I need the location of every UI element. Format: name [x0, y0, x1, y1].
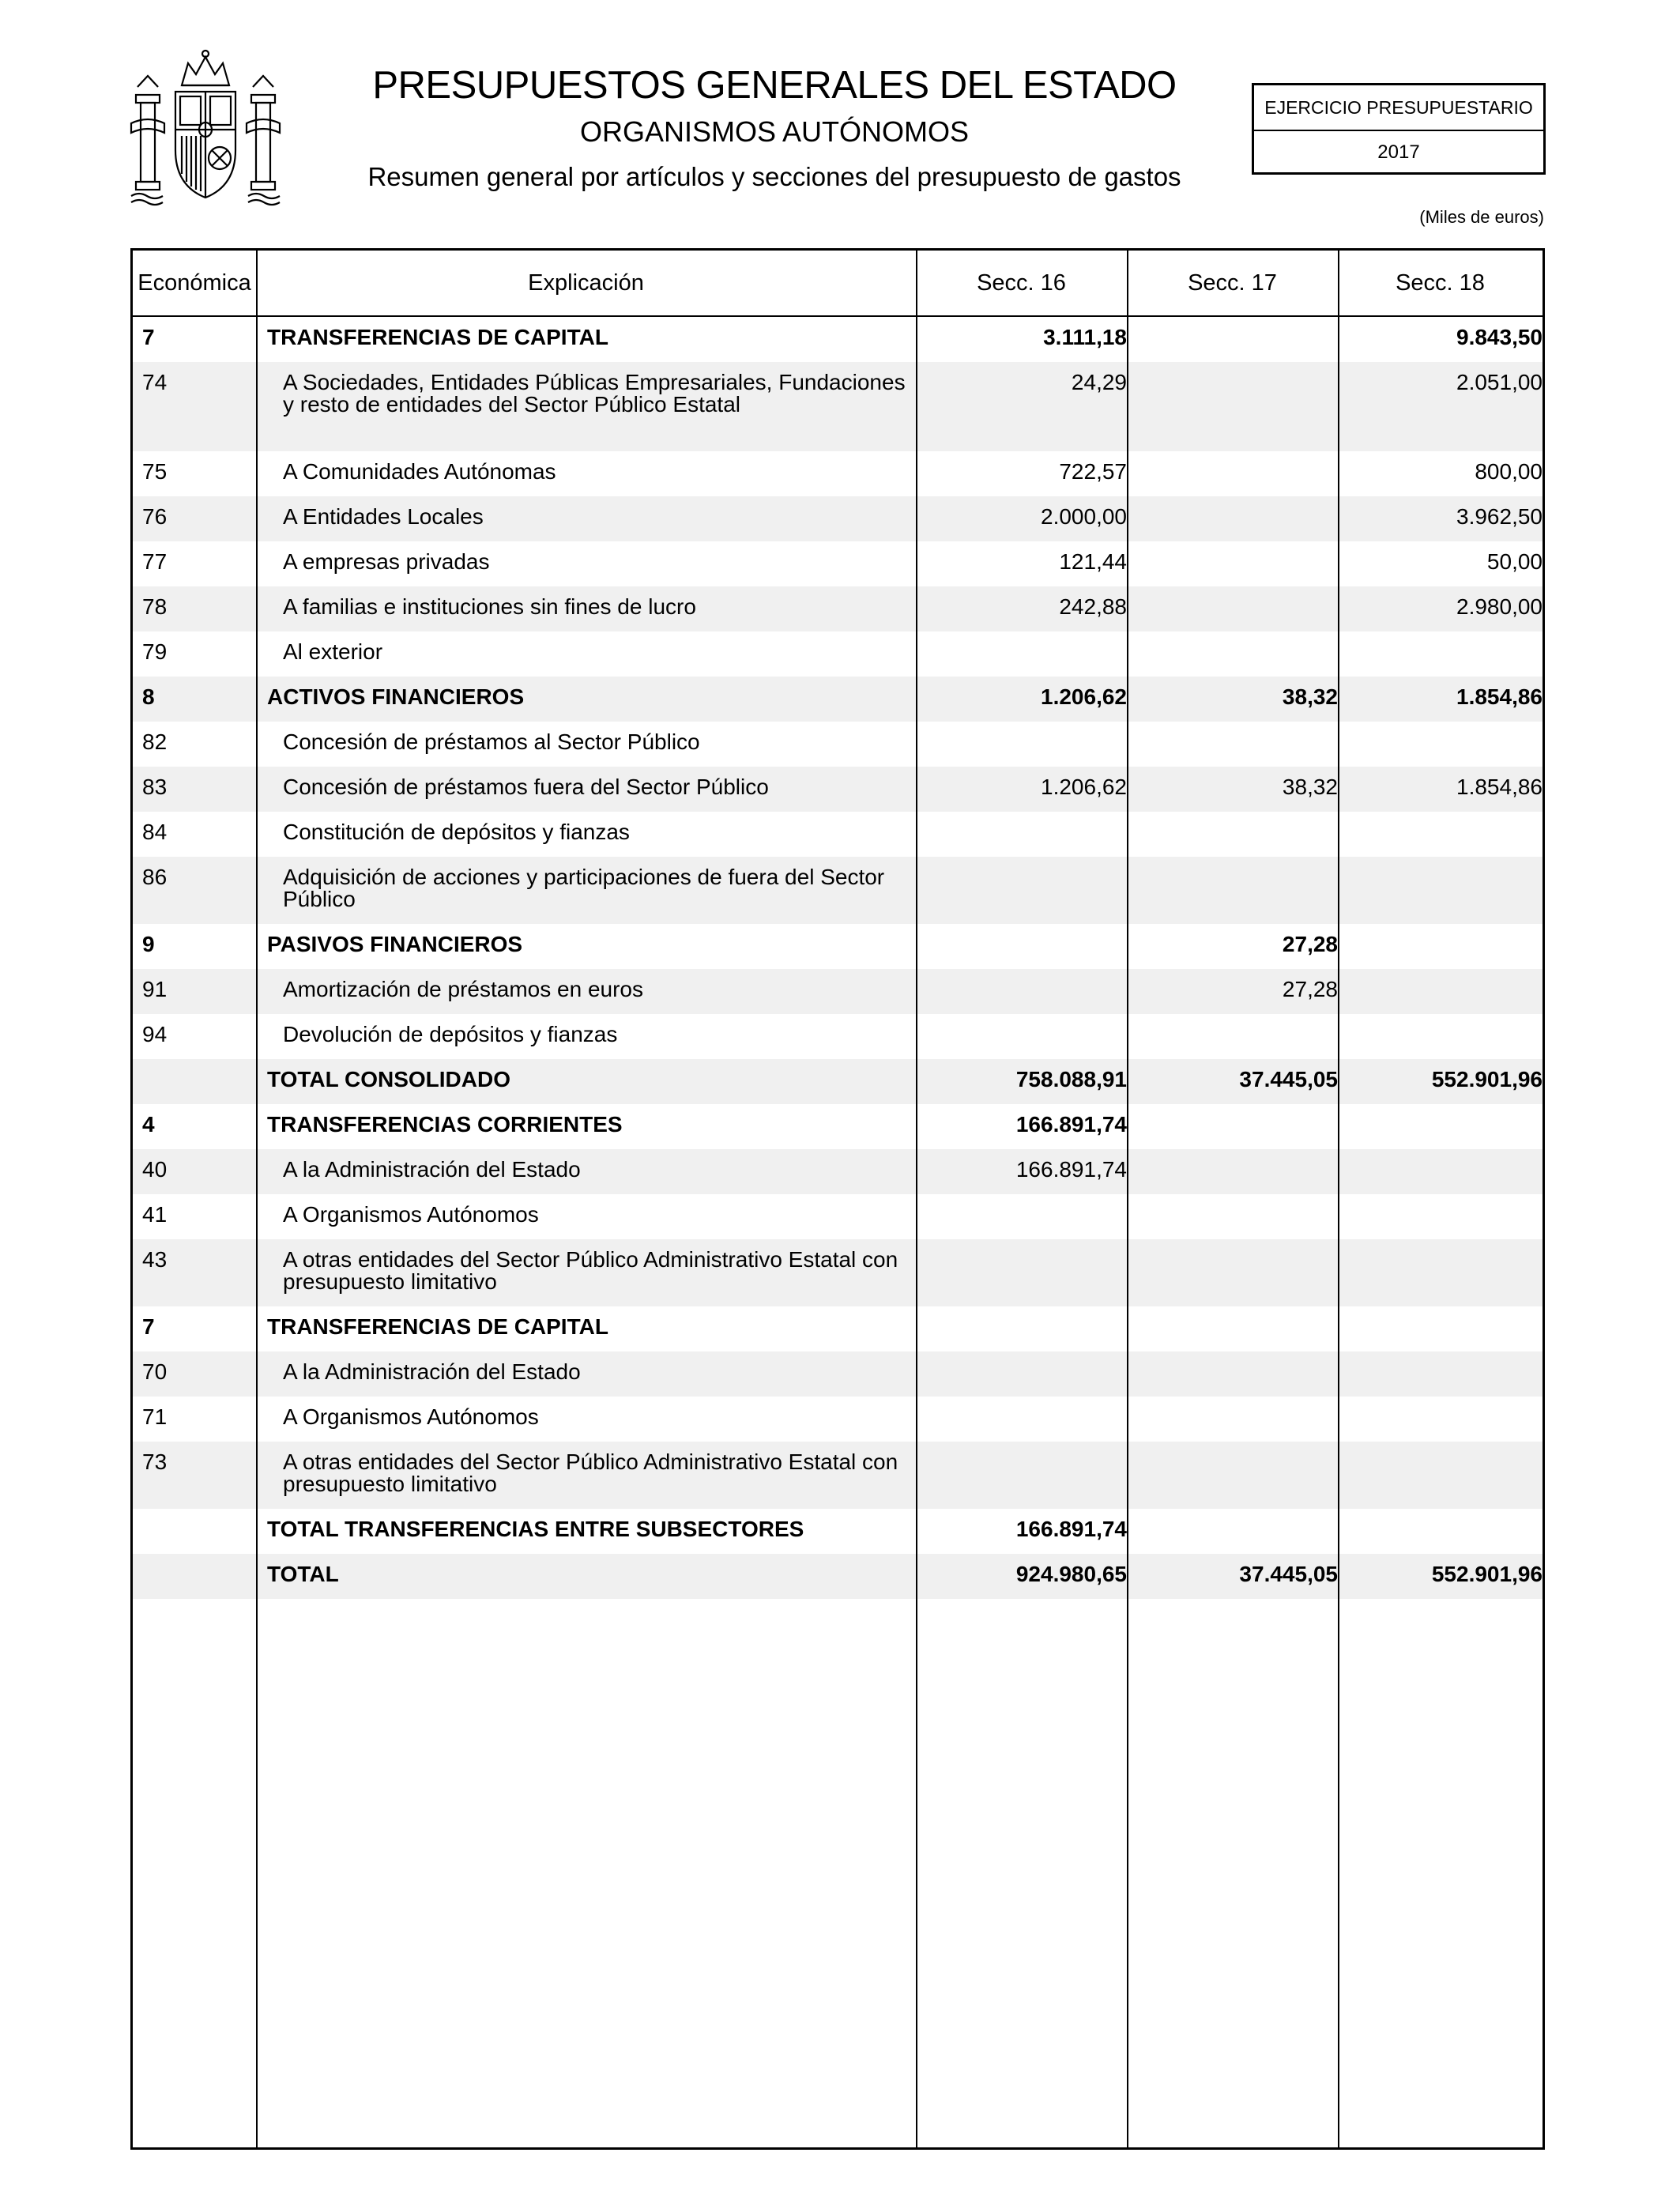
- row-secc-17-value: [1127, 1509, 1338, 1518]
- row-secc-17-value: [1127, 857, 1338, 866]
- row-secc-16-value: [916, 1014, 1127, 1023]
- row-secc-17-value: [1127, 1397, 1338, 1406]
- row-secc-16-value: 758.088,91: [1015, 1067, 1127, 1091]
- row-description: A Organismos Autónomos: [283, 1404, 539, 1429]
- table-row: [133, 631, 1543, 677]
- row-secc-18-value: [1338, 1104, 1543, 1114]
- row-secc-17-value: [1127, 631, 1338, 641]
- row-code: 73: [142, 1449, 168, 1474]
- row-code: [142, 1554, 253, 1563]
- row-code: [142, 1059, 253, 1069]
- row-description: A otras entidades del Sector Público Administrativo Estatal con presupuesto limitativo: [283, 1449, 898, 1496]
- row-code: 8: [142, 684, 155, 709]
- row-code: 79: [142, 639, 168, 664]
- row-secc-18-value: [1338, 924, 1543, 933]
- column-divider: [916, 251, 917, 2147]
- row-secc-18-value: [1338, 1351, 1543, 1361]
- table-row: [133, 1397, 1543, 1442]
- units-label: (Miles de euros): [1419, 207, 1544, 227]
- row-secc-18-value: [1338, 812, 1543, 821]
- row-secc-16-value: 166.891,74: [1015, 1517, 1127, 1541]
- row-secc-18-value: [1338, 1239, 1543, 1249]
- row-secc-16-value: [916, 1239, 1127, 1249]
- row-description: A la Administración del Estado: [283, 1157, 581, 1182]
- row-secc-17-value: [1127, 1104, 1338, 1114]
- header-titles: [300, 63, 1249, 193]
- row-code: 77: [142, 549, 168, 574]
- row-secc-16-value: 24,29: [1071, 370, 1127, 394]
- budget-table: [130, 248, 1545, 2150]
- row-description: Al exterior: [283, 639, 383, 664]
- row-description: A otras entidades del Sector Público Administrativo Estatal con presupuesto limitativo: [283, 1247, 898, 1294]
- row-secc-18-value: [1338, 1509, 1543, 1518]
- table-row: [133, 1194, 1543, 1239]
- row-secc-17-value: [1127, 586, 1338, 596]
- row-description: TOTAL TRANSFERENCIAS ENTRE SUBSECTORES: [267, 1517, 804, 1541]
- row-secc-18-value: 552.901,96: [1431, 1562, 1543, 1586]
- table-row: [133, 767, 1543, 812]
- row-secc-16-value: 166.891,74: [1015, 1112, 1127, 1137]
- table-row: [133, 1239, 1543, 1306]
- row-secc-16-value: 166.891,74: [1015, 1157, 1127, 1182]
- row-description: TRANSFERENCIAS CORRIENTES: [267, 1112, 623, 1137]
- row-secc-18-value: [1338, 857, 1543, 866]
- row-secc-16-value: [916, 1351, 1127, 1361]
- row-secc-16-value: [916, 1194, 1127, 1204]
- row-secc-16-value: [916, 857, 1127, 866]
- row-code: 41: [142, 1202, 168, 1227]
- row-description: A Organismos Autónomos: [283, 1202, 539, 1227]
- table-row: [133, 586, 1543, 631]
- row-secc-18-value: [1338, 1397, 1543, 1406]
- column-divider: [1338, 251, 1339, 2147]
- row-secc-17-value: [1127, 496, 1338, 506]
- row-secc-17-value: [1127, 1239, 1338, 1249]
- column-header-secc-16: Secc. 16: [977, 270, 1066, 296]
- column-divider: [1127, 251, 1128, 2147]
- row-secc-17-value: [1127, 317, 1338, 326]
- row-secc-17-value: 27,28: [1282, 932, 1338, 956]
- page-title: PRESUPUESTOS GENERALES DEL ESTADO: [372, 64, 1177, 107]
- table-row: [133, 969, 1543, 1014]
- row-code: 7: [142, 325, 155, 349]
- column-header-secc-17: Secc. 17: [1188, 270, 1277, 296]
- row-code: 94: [142, 1022, 168, 1046]
- table-row: [133, 857, 1543, 924]
- row-secc-16-value: 3.111,18: [1043, 325, 1127, 349]
- row-code: 91: [142, 977, 168, 1001]
- row-secc-18-value: [1338, 1149, 1543, 1159]
- ejercicio-label: EJERCICIO PRESUPUESTARIO: [1254, 85, 1543, 131]
- row-code: 75: [142, 459, 168, 484]
- table-row: [133, 1149, 1543, 1194]
- row-description: Concesión de préstamos fuera del Sector Público: [283, 775, 769, 799]
- row-code: 43: [142, 1247, 168, 1272]
- row-description: Adquisición de acciones y participaciones de fuera del Sector Público: [283, 865, 885, 911]
- row-description: A Sociedades, Entidades Públicas Empresariales, Fundaciones y resto de entidades del Sector Público Estatal: [283, 370, 906, 417]
- row-code: 74: [142, 370, 168, 394]
- row-description: Devolución de depósitos y fianzas: [283, 1022, 618, 1046]
- row-code: 84: [142, 820, 168, 844]
- row-secc-18-value: [1338, 1442, 1543, 1451]
- row-code: [142, 1509, 253, 1518]
- row-secc-18-value: 2.980,00: [1456, 594, 1543, 619]
- row-secc-16-value: 121,44: [1059, 549, 1127, 574]
- row-secc-17-value: 38,32: [1282, 684, 1338, 709]
- row-secc-17-value: [1127, 812, 1338, 821]
- row-description: TRANSFERENCIAS DE CAPITAL: [267, 1314, 608, 1339]
- row-secc-18-value: [1338, 1306, 1543, 1316]
- row-secc-16-value: 2.000,00: [1041, 504, 1127, 529]
- row-code: 82: [142, 729, 168, 754]
- row-secc-17-value: [1127, 541, 1338, 551]
- row-secc-16-value: [916, 631, 1127, 641]
- row-code: 7: [142, 1314, 155, 1339]
- column-header-economica: Económica: [137, 270, 251, 296]
- row-description: TRANSFERENCIAS DE CAPITAL: [267, 325, 608, 349]
- table-row: [133, 1014, 1543, 1059]
- row-description: PASIVOS FINANCIEROS: [267, 932, 523, 956]
- row-code: 83: [142, 775, 168, 799]
- page-description: Resumen general por artículos y secciones del presupuesto de gastos: [367, 162, 1181, 191]
- row-description: ACTIVOS FINANCIEROS: [267, 684, 525, 709]
- table-row: [133, 924, 1543, 969]
- row-code: 78: [142, 594, 168, 619]
- row-description: A empresas privadas: [283, 549, 490, 574]
- page-subtitle: ORGANISMOS AUTÓNOMOS: [579, 115, 970, 148]
- row-code: 76: [142, 504, 168, 529]
- row-description: A la Administración del Estado: [283, 1359, 581, 1384]
- row-code: 4: [142, 1112, 155, 1137]
- row-code: 71: [142, 1404, 168, 1429]
- row-secc-18-value: [1338, 722, 1543, 731]
- row-secc-16-value: 1.206,62: [1041, 775, 1127, 799]
- table-body: [133, 317, 1543, 1599]
- row-secc-17-value: [1127, 1351, 1338, 1361]
- ejercicio-box: [1252, 83, 1546, 175]
- row-secc-16-value: [916, 1442, 1127, 1451]
- row-secc-17-value: [1127, 1149, 1338, 1159]
- row-secc-17-value: 38,32: [1282, 775, 1338, 799]
- coat-of-arms-icon: [126, 47, 284, 209]
- table-row: [133, 496, 1543, 541]
- table-row: [133, 1509, 1543, 1554]
- table-row: [133, 317, 1543, 362]
- row-secc-17-value: [1127, 362, 1338, 371]
- row-secc-17-value: [1127, 1306, 1338, 1316]
- column-header-secc-18: Secc. 18: [1396, 270, 1485, 296]
- row-secc-16-value: 1.206,62: [1041, 684, 1127, 709]
- row-code: 86: [142, 865, 168, 889]
- row-secc-16-value: [916, 1397, 1127, 1406]
- row-secc-18-value: 1.854,86: [1456, 684, 1543, 709]
- row-secc-18-value: [1338, 969, 1543, 978]
- row-description: Concesión de préstamos al Sector Público: [283, 729, 700, 754]
- row-secc-16-value: [916, 924, 1127, 933]
- row-secc-16-value: [916, 969, 1127, 978]
- row-secc-16-value: [916, 1306, 1127, 1316]
- row-code: 40: [142, 1157, 168, 1182]
- row-description: A familias e instituciones sin fines de lucro: [283, 594, 696, 619]
- table-header: [133, 251, 1543, 317]
- row-secc-17-value: [1127, 1194, 1338, 1204]
- table-row: [133, 1442, 1543, 1509]
- table-row: [133, 722, 1543, 767]
- row-secc-17-value: [1127, 1442, 1338, 1451]
- ejercicio-value: 2017: [1377, 141, 1420, 163]
- row-secc-16-value: 924.980,65: [1015, 1562, 1127, 1586]
- row-secc-17-value: [1127, 1014, 1338, 1023]
- row-description: TOTAL CONSOLIDADO: [267, 1067, 510, 1091]
- row-secc-16-value: [916, 812, 1127, 821]
- row-description: Constitución de depósitos y fianzas: [283, 820, 630, 844]
- row-secc-17-value: 37.445,05: [1239, 1067, 1338, 1091]
- row-secc-18-value: 552.901,96: [1431, 1067, 1543, 1091]
- row-secc-18-value: 800,00: [1475, 459, 1543, 484]
- table-row: [133, 1306, 1543, 1351]
- table-row: [133, 677, 1543, 722]
- column-divider: [256, 251, 258, 2147]
- row-secc-18-value: 9.843,50: [1456, 325, 1543, 349]
- row-secc-16-value: 242,88: [1059, 594, 1127, 619]
- row-secc-17-value: 27,28: [1282, 977, 1338, 1001]
- row-secc-18-value: [1338, 631, 1543, 641]
- row-description: Amortización de préstamos en euros: [283, 977, 643, 1001]
- row-secc-16-value: [916, 722, 1127, 731]
- row-secc-18-value: [1338, 1194, 1543, 1204]
- row-secc-18-value: 2.051,00: [1456, 370, 1543, 394]
- row-secc-16-value: 722,57: [1059, 459, 1127, 484]
- table-row: [133, 1554, 1543, 1599]
- row-secc-17-value: 37.445,05: [1239, 1562, 1338, 1586]
- row-secc-18-value: 1.854,86: [1456, 775, 1543, 799]
- row-description: A Comunidades Autónomas: [283, 459, 556, 484]
- row-description: TOTAL: [267, 1562, 339, 1586]
- table-row: [133, 812, 1543, 857]
- table-row: [133, 1104, 1543, 1149]
- table-row: [133, 451, 1543, 496]
- table-row: [133, 1351, 1543, 1397]
- row-secc-18-value: 50,00: [1486, 549, 1543, 574]
- column-header-explicacion: Explicación: [528, 270, 644, 296]
- row-description: A Entidades Locales: [283, 504, 484, 529]
- row-secc-18-value: 3.962,50: [1456, 504, 1543, 529]
- table-row: [133, 362, 1543, 451]
- row-secc-17-value: [1127, 451, 1338, 461]
- row-code: 70: [142, 1359, 168, 1384]
- row-code: 9: [142, 932, 155, 956]
- row-secc-18-value: [1338, 1014, 1543, 1023]
- table-row: [133, 541, 1543, 586]
- table-row: [133, 1059, 1543, 1104]
- row-secc-17-value: [1127, 722, 1338, 731]
